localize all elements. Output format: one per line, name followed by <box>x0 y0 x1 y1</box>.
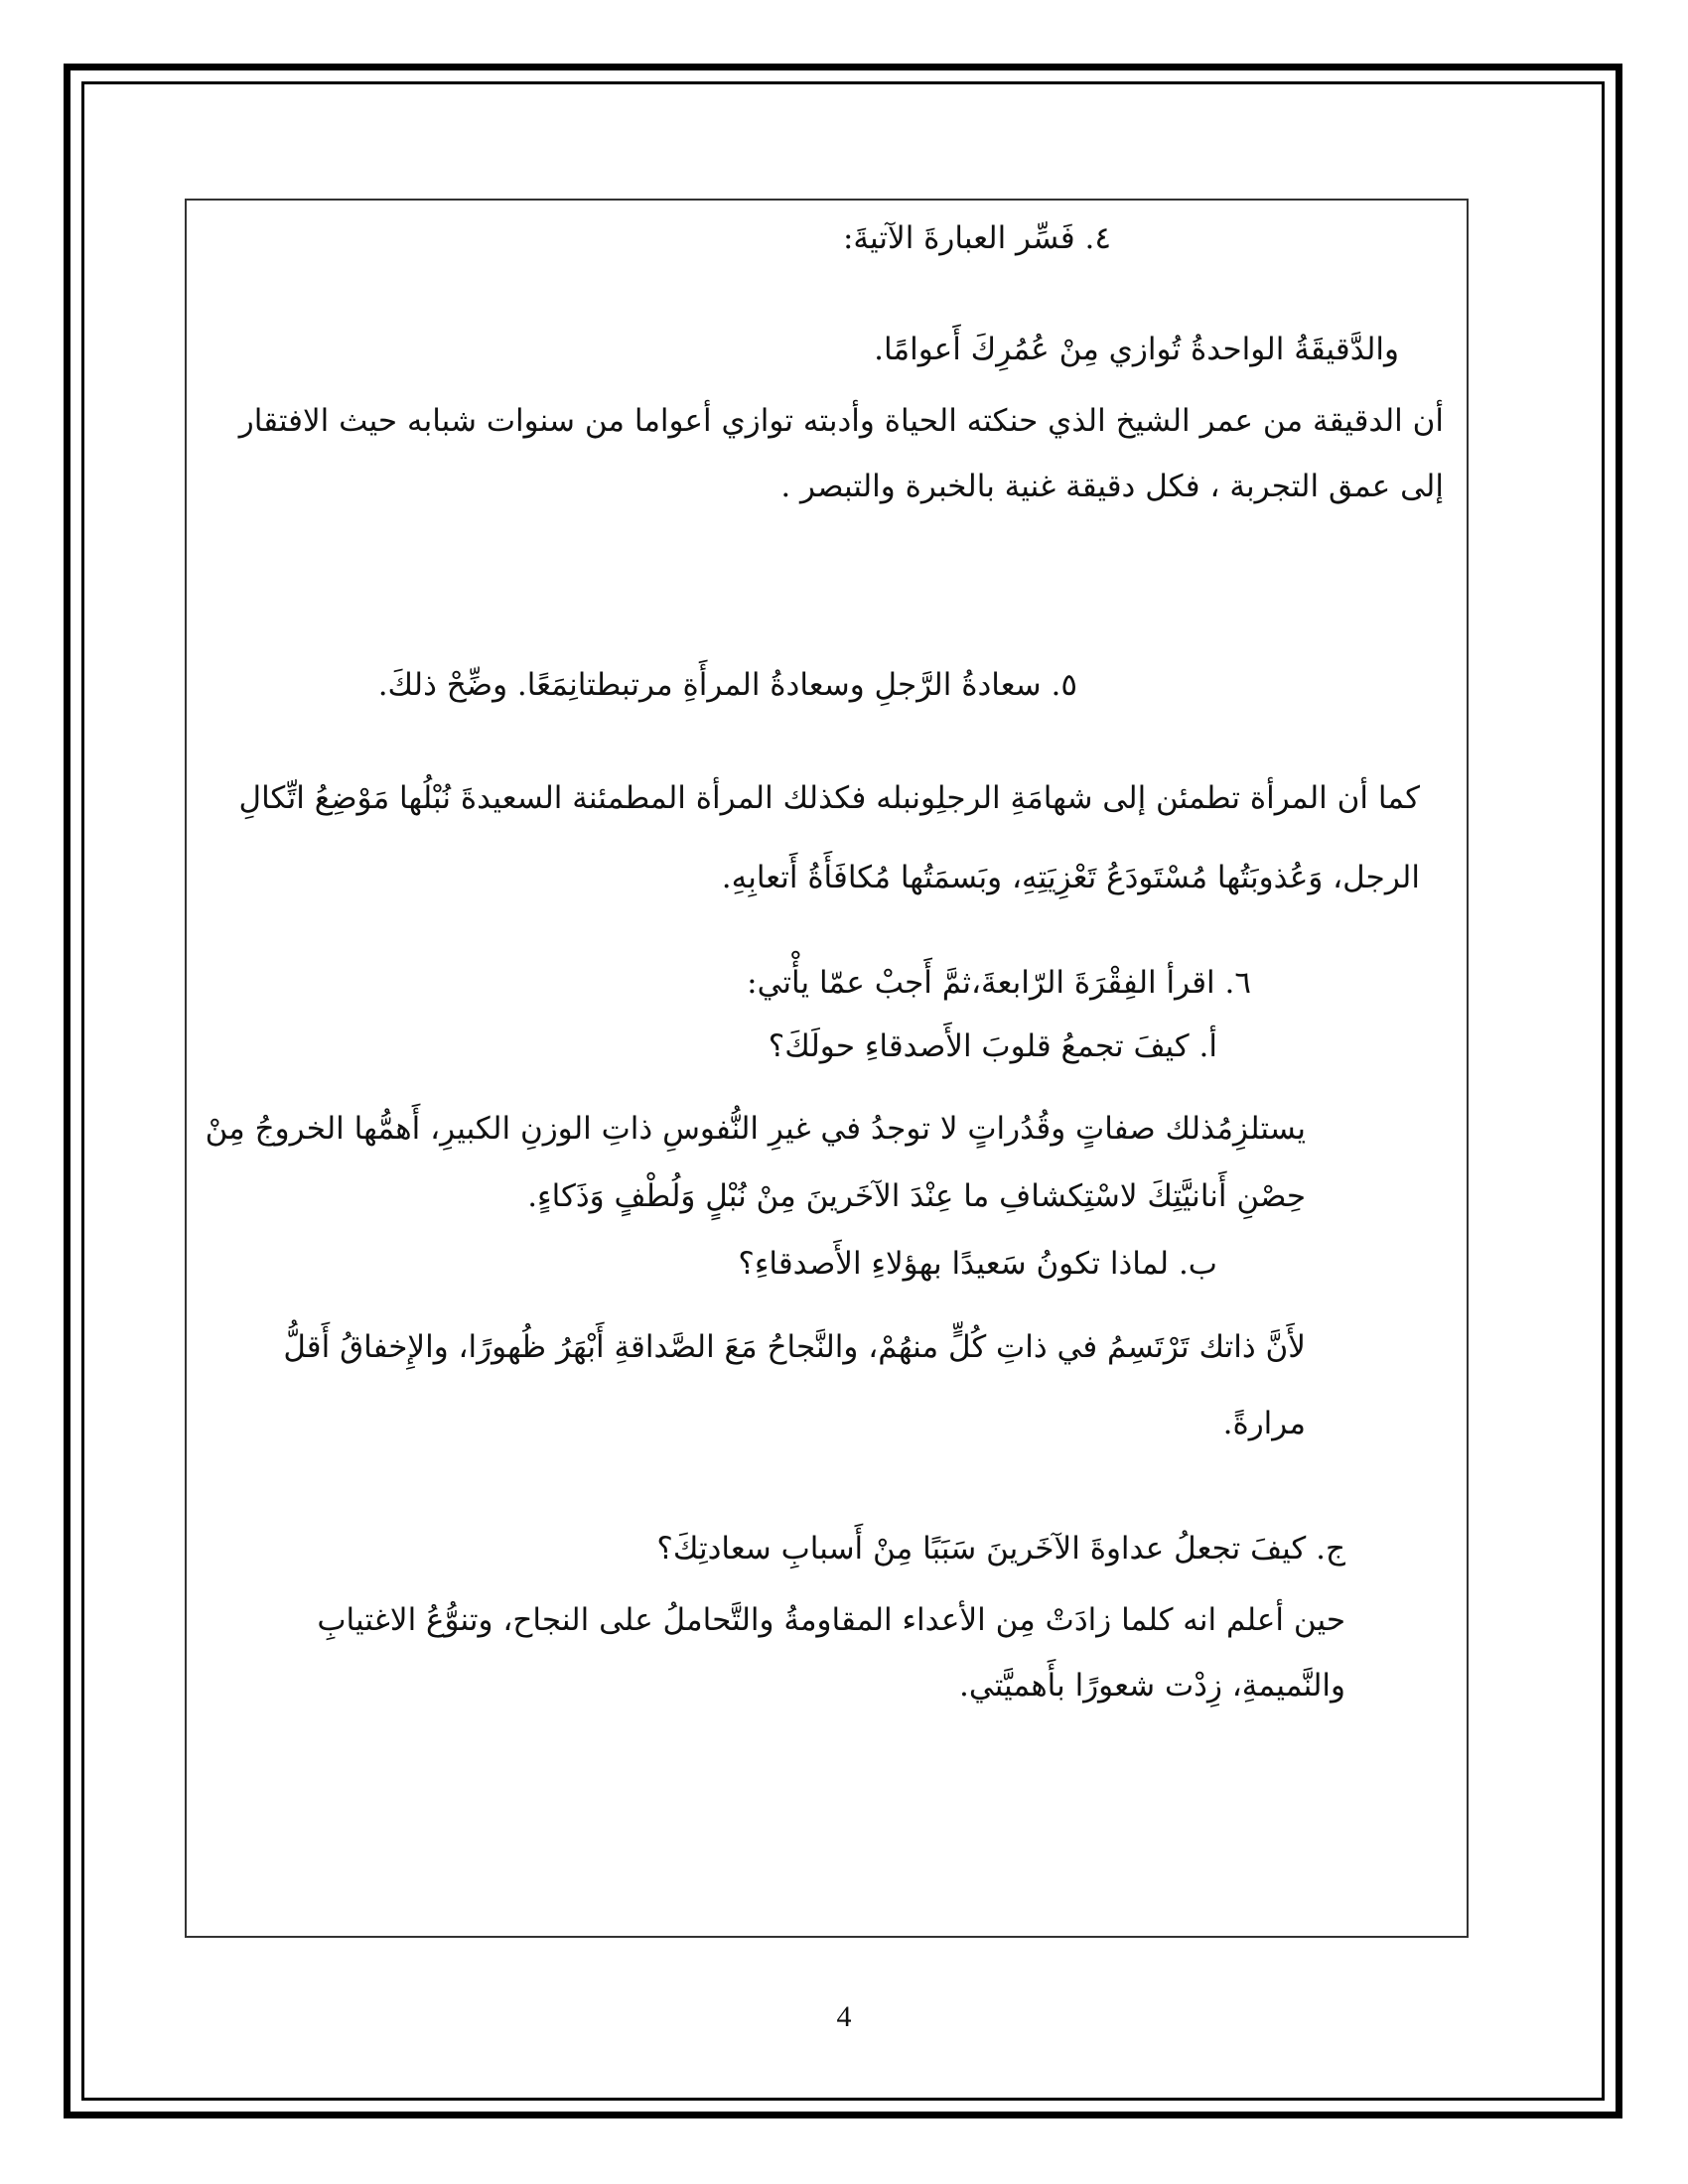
question-6b-question: ب. لماذا تكونُ سَعيدًا بهؤلاءِ الأَصدقاءِ؟ <box>738 1246 1217 1282</box>
question-4-heading: ٤. فَسِّر العبارةَ الآتيةَ: <box>842 220 1111 256</box>
question-6a-answer-line-1: يستلزِمُذلك صفاتٍ وقُدُراتٍ لا توجدُ في غيرِ النُّفوسِ ذاتِ الوزنِ الكبيرِ، أَهمُّها الخروجُ مِنْ <box>205 1111 1306 1147</box>
question-4-quote: والدَّقيقَةُ الواحدةُ تُوازي مِنْ عُمُرِكَ أَعوامًا. <box>874 332 1399 367</box>
question-6c-question: ج. كيفَ تجعلُ عداوةَ الآخَرينَ سَبَبًا مِنْ أَسبابِ سعادتِكَ؟ <box>656 1531 1345 1567</box>
question-6c-answer-line-2: والنَّميمةِ، زِدْت شعورًا بأَهميَّتي. <box>959 1668 1345 1704</box>
question-6b-answer-line-1: لأَنَّ ذاتك تَرْتَسِمُ في ذاتِ كُلٍّ منهُمْ، والنَّجاحُ مَعَ الصَّداقةِ أَبْهَرُ ظُهورًا، والإِخفاقُ أَقلُّ <box>283 1329 1306 1365</box>
question-4-answer-line-1: أن الدقيقة من عمر الشيخ الذي حنكته الحياة وأدبته توازي أعواما من سنوات شبابه حيث الافتقار <box>238 403 1444 439</box>
question-6b-answer-line-2: مرارةً. <box>1222 1406 1306 1441</box>
question-4-answer-line-2: إلى عمق التجربة ، فكل دقيقة غنية بالخبرة والتبصر . <box>780 469 1444 504</box>
page-number: 4 <box>836 2000 852 2033</box>
question-6a-answer-line-2: حِصْنِ أَنانيَّتِكَ لاسْتِكشافِ ما عِنْدَ الآخَرينَ مِنْ نُبْلٍ وَلُطْفٍ وَذَكاءٍ. <box>527 1178 1306 1214</box>
question-5-heading: ٥. سعادةُ الرَّجلِ وسعادةُ المرأَةِ مرتبطتانِمَعًا. وضِّحْ ذلكَ. <box>377 667 1077 703</box>
question-5-answer-line-1: كما أن المرأة تطمئن إلى شهامَةِ الرجلِونبله فكذلك المرأة المطمئنة السعيدةَ نُبْلُها مَوْضِعُ اتِّكالِ <box>238 780 1420 816</box>
question-5-answer-line-2: الرجل، وَعُذوبَتُها مُسْتَودَعُ تَعْزِيَتِهِ، وبَسمَتُها مُكافَأَةُ أَتعابِهِ. <box>721 860 1420 895</box>
question-6a-question: أ. كيفَ تجمعُ قلوبَ الأَصدقاءِ حولَكَ؟ <box>768 1028 1217 1064</box>
question-6-heading: ٦. اقرأ الفِقْرَةَ الرّابعةَ،ثمَّ أَجبْ عمّا يأْتي: <box>747 965 1251 1001</box>
question-6c-answer-line-1: حين أعلم انه كلما زادَتْ مِن الأعداء المقاومةُ والتَّحاملُ على النجاح، وتنوُّعُ الاغتيابِ <box>317 1602 1345 1638</box>
